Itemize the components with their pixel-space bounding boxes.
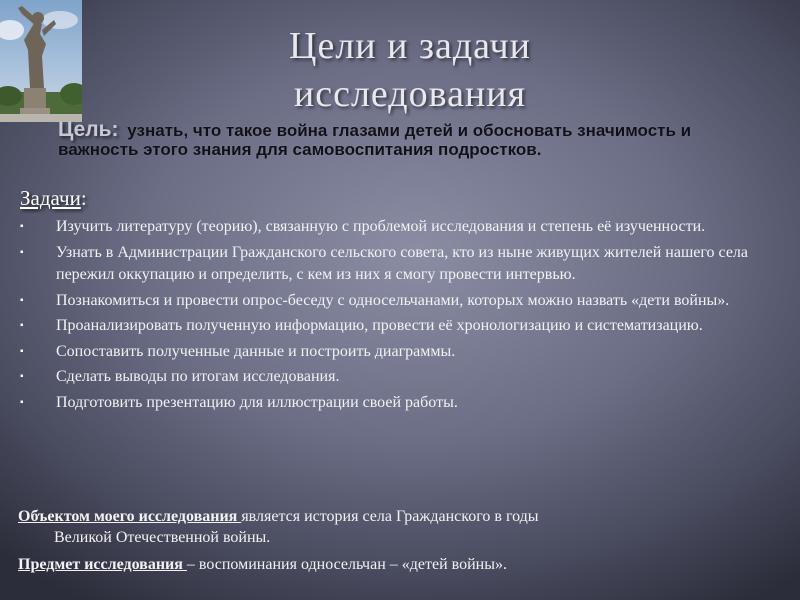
bullet-icon: ▪ (20, 294, 24, 306)
bullet-icon: ▪ (20, 320, 24, 331)
tasks-heading-text: Задачи (20, 186, 81, 210)
task-item (18, 341, 778, 364)
research-object (18, 506, 758, 548)
bullet-icon: ▪ (20, 371, 24, 382)
tasks-heading (20, 186, 87, 211)
subject-text: – воспоминания односельчан – «детей войны». (186, 556, 507, 573)
task-text: Сопоставить полученные данные и построить диаграммы. (56, 342, 456, 360)
bullet-icon: ▪ (20, 396, 24, 408)
title-line-2: исследования (293, 73, 527, 115)
task-item (18, 216, 778, 239)
task-text: Узнать в Администрации Гражданского сельского совета, кто из ныне живущих жителей нашего села пережил оккупацию и определить, с кем из них я смогу провести интервью. (56, 243, 749, 283)
task-item (18, 315, 778, 338)
task-text: Сделать выводы по итогам исследования. (56, 368, 340, 385)
research-subject (18, 554, 758, 575)
bullet-icon: ▪ (20, 221, 24, 232)
task-text: Познакомиться и провести опрос-беседу с односельчанами, которых можно назвать «дети войны». (56, 291, 730, 309)
tasks-list (18, 216, 778, 417)
task-item (18, 366, 778, 389)
object-text-1: является история села Гражданского в годы (241, 508, 539, 525)
object-label: Объектом моего исследования (18, 508, 242, 525)
bullet-icon: ▪ (20, 246, 24, 258)
task-item (18, 290, 778, 313)
tasks-heading-colon: : (80, 186, 87, 210)
task-text: Изучить литературу (теорию), связанную с проблемой исследования и степень её изученности. (56, 218, 706, 235)
monument-photo (0, 0, 82, 122)
goal-label: Цель: (58, 118, 119, 141)
task-item (18, 242, 778, 287)
goal-block (58, 120, 758, 159)
slide-title (180, 22, 640, 118)
task-text: Проанализировать полученную информацию, провести её хронологизацию и систематизацию. (56, 317, 703, 334)
task-item (18, 392, 778, 415)
object-text-2: Великой Отечественной войны. (54, 529, 271, 546)
subject-label: Предмет исследования (18, 556, 187, 573)
task-text: Подготовить презентацию для иллюстрации своей работы. (56, 393, 458, 411)
goal-text: узнать, что такое война глазами детей и обосновать значимость и важность этого знания для самовоспитания подростков. (58, 121, 692, 159)
bullet-icon: ▪ (20, 345, 24, 357)
title-line-1: Цели и задачи (289, 25, 531, 67)
